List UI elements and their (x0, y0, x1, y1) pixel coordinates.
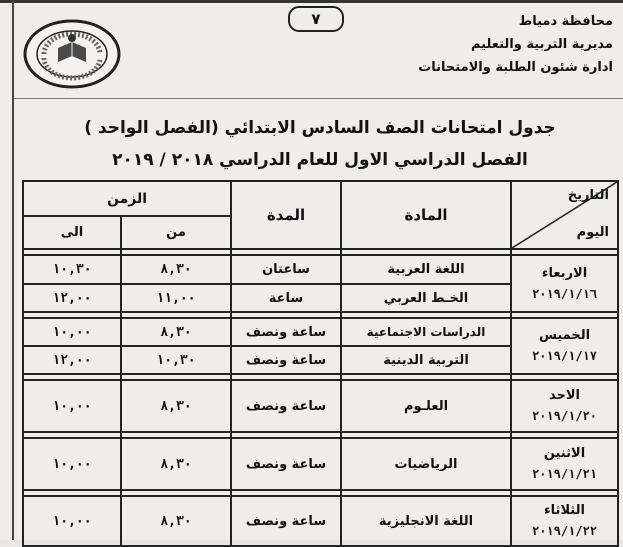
subject-cell: الخـط العربي (341, 284, 511, 312)
to-cell: ١٢,٠٠ (23, 284, 121, 312)
from-cell: ٨,٣٠ (121, 380, 231, 432)
from-cell: ٨,٣٠ (121, 438, 231, 490)
time-header: الزمن (23, 181, 231, 216)
duration-cell: ساعة (231, 284, 341, 312)
to-header: الى (23, 216, 121, 249)
day-cell (511, 496, 618, 546)
day-name: الاثنين (543, 446, 586, 461)
day-name: الاربعاء (541, 265, 588, 281)
day-name: الاحد (548, 388, 580, 403)
duration-cell: ساعة ونصف (231, 438, 341, 490)
left-border (12, 0, 14, 540)
to-cell: ١٠,٣٠ (23, 255, 121, 284)
governorate-line: محافظة دمياط (518, 14, 613, 29)
exam-date: ٢٠١٩/١/٢١ (531, 467, 598, 481)
table-row (23, 496, 618, 546)
subject-header: المادة (341, 181, 511, 249)
duration-cell: ساعة ونصف (231, 380, 341, 432)
from-cell: ٨,٣٠ (121, 255, 231, 284)
duration-cell: ساعة ونصف (231, 346, 341, 374)
to-cell: ١٠,٠٠ (23, 438, 121, 490)
duration-header: المدة (231, 181, 341, 249)
header-divider (14, 98, 623, 99)
day-cell (511, 318, 618, 374)
from-cell: ١٠,٣٠ (121, 346, 231, 374)
day-cell (511, 438, 618, 490)
table-header-row (23, 181, 618, 216)
table-row (23, 438, 618, 490)
subject-cell: التربية الدينية (341, 346, 511, 374)
exam-date: ٢٠١٩/١/١٦ (531, 286, 598, 301)
top-border (0, 0, 623, 3)
subject-cell: الرياضيات (341, 438, 511, 490)
day-cell (511, 255, 618, 312)
duration-cell: ساعة ونصف (231, 318, 341, 346)
document-subtitle: الفصل الدراسي الاول للعام الدراسي ٢٠١٨ / ٢٠١٩ (112, 150, 528, 170)
authority-header (373, 10, 613, 79)
table-row (23, 318, 618, 346)
date-header-label: التاريخ (567, 188, 609, 203)
subject-cell: الدراسات الاجتماعية (341, 318, 511, 346)
exam-date: ٢٠١٩/١/٢٢ (531, 524, 598, 538)
from-cell: ١١,٠٠ (121, 284, 231, 312)
from-cell: ٨,٣٠ (121, 318, 231, 346)
table-row (23, 380, 618, 432)
directorate-line: مديرية التربية والتعليم (470, 37, 613, 52)
duration-cell: ساعة ونصف (231, 496, 341, 546)
department-line: ادارة شئون الطلبة والامتحانات (418, 60, 613, 75)
date-day-header (511, 181, 618, 249)
document-title: جدول امتحانات الصف السادس الابتدائي (الفصل الواحد ) (84, 118, 556, 138)
to-cell: ١٢,٠٠ (23, 346, 121, 374)
from-header: من (121, 216, 231, 249)
subject-cell: اللغة العربية (341, 255, 511, 284)
day-name: الثلاثاء (544, 503, 585, 518)
table-row (23, 255, 618, 284)
ministry-logo-icon (22, 18, 122, 90)
to-cell: ١٠,٠٠ (23, 318, 121, 346)
duration-cell: ساعتان (231, 255, 341, 284)
to-cell: ١٠,٠٠ (23, 380, 121, 432)
from-cell: ٨,٣٠ (121, 496, 231, 546)
subject-cell: اللغة الانجليزية (341, 496, 511, 546)
subject-cell: العلـوم (341, 380, 511, 432)
to-cell: ١٠,٠٠ (23, 496, 121, 546)
exam-schedule-table (22, 180, 619, 547)
exam-date: ٢٠١٩/١/١٧ (531, 349, 598, 363)
exam-date: ٢٠١٩/١/٢٠ (531, 409, 598, 423)
day-header-label: اليوم (576, 225, 609, 240)
day-name: الخميس (538, 328, 591, 343)
page-number: ٧ (288, 6, 344, 32)
day-cell (511, 380, 618, 432)
